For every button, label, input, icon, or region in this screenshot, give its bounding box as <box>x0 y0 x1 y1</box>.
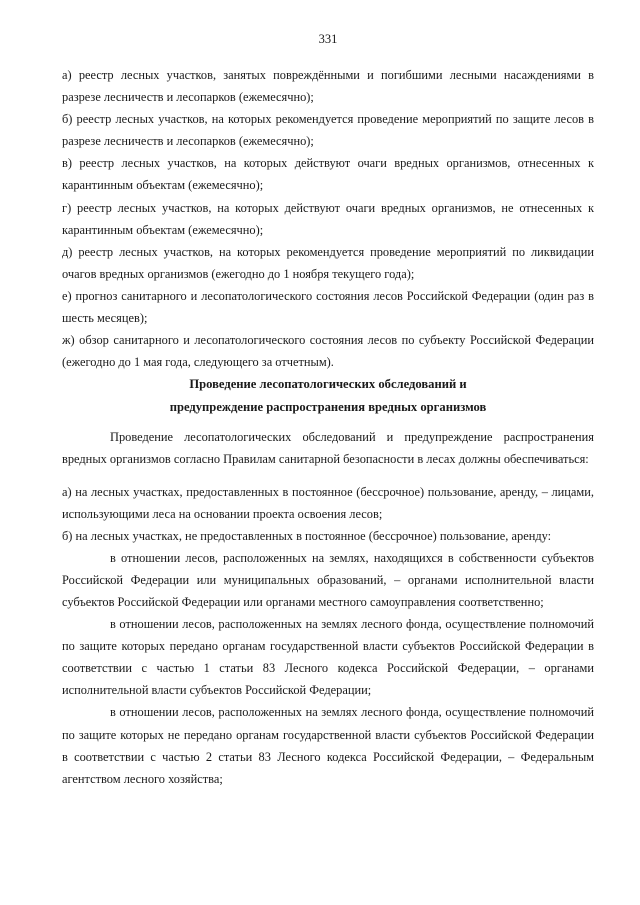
section-heading-line-2: предупреждение распространения вредных организмов <box>169 399 487 414</box>
section-heading-line-1: Проведение лесопатологических обследований и <box>189 377 467 392</box>
list-item-zh: ж) обзор санитарного и лесопатологического состояния лесов по субъекту Российской Федерации (ежегодно до 1 мая года, следующего за отчетным). <box>62 333 594 370</box>
obligation-item-a: а) на лесных участках, предоставленных в постоянное (бессрочное) пользование, аренду, – лицами, использующими леса на основании проекта освоения лесов; <box>62 484 594 521</box>
sub-item-regional-lands: в отношении лесов, расположенных на землях, находящихся в собственности субъектов Российской Федерации или муниципальных образований, – органами исполнительной власти субъектов Российской Федерации или органами местного самоуправления соответственно; <box>62 550 594 609</box>
list-item-b: б) реестр лесных участков, на которых рекомендуется проведение мероприятий по защите лесов в разрезе лесничеств и лесопарков (ежемесячно); <box>62 112 594 149</box>
obligation-item-b: б) на лесных участках, не предоставленных в постоянное (бессрочное) пользование, аренду: <box>62 528 552 543</box>
sub-item-forest-fund-transferred: в отношении лесов, расположенных на землях лесного фонда, осуществление полномочий по защите которых передано органам государственной власти субъектов Российской Федерации в соответствии с частью 1 статьи 83 Лесного кодекса Российской Федерации, – органами исполнительной власти субъектов Российской Федерации; <box>62 617 594 698</box>
spacer <box>62 471 594 481</box>
document-page <box>62 30 594 790</box>
list-item-v: в) реестр лесных участков, на которых действуют очаги вредных организмов, отнесенных к карантинным объектам (ежемесячно); <box>62 156 594 193</box>
intro-paragraph: Проведение лесопатологических обследований и предупреждение распространения вредных организмов согласно Правилам санитарной безопасности в лесах должны обеспечиваться: <box>62 430 594 467</box>
sub-item-forest-fund-not-transferred: в отношении лесов, расположенных на землях лесного фонда, осуществление полномочий по защите которых не передано органам государственной власти субъектов Российской Федерации в соответствии с частью 2 статьи 83 Лесного кодекса Российской Федерации, – Федеральным агентством лесного хозяйства; <box>62 705 594 786</box>
list-item-d: д) реестр лесных участков, на которых рекомендуется проведение мероприятий по ликвидации очагов вредных организмов (ежегодно до 1 ноября текущего года); <box>62 244 594 281</box>
spacer <box>62 418 594 426</box>
list-item-a: а) реестр лесных участков, занятых повреждёнными и погибшими лесными насаждениями в разрезе лесничеств и лесопарков (ежемесячно); <box>62 68 594 105</box>
list-item-e: е) прогноз санитарного и лесопатологического состояния лесов Российской Федерации (один раз в шесть месяцев); <box>62 288 594 326</box>
list-item-g: г) реестр лесных участков, на которых действуют очаги вредных организмов, не отнесенных к карантинным объектам (ежемесячно); <box>62 200 594 237</box>
page-number: 331 <box>318 32 338 46</box>
